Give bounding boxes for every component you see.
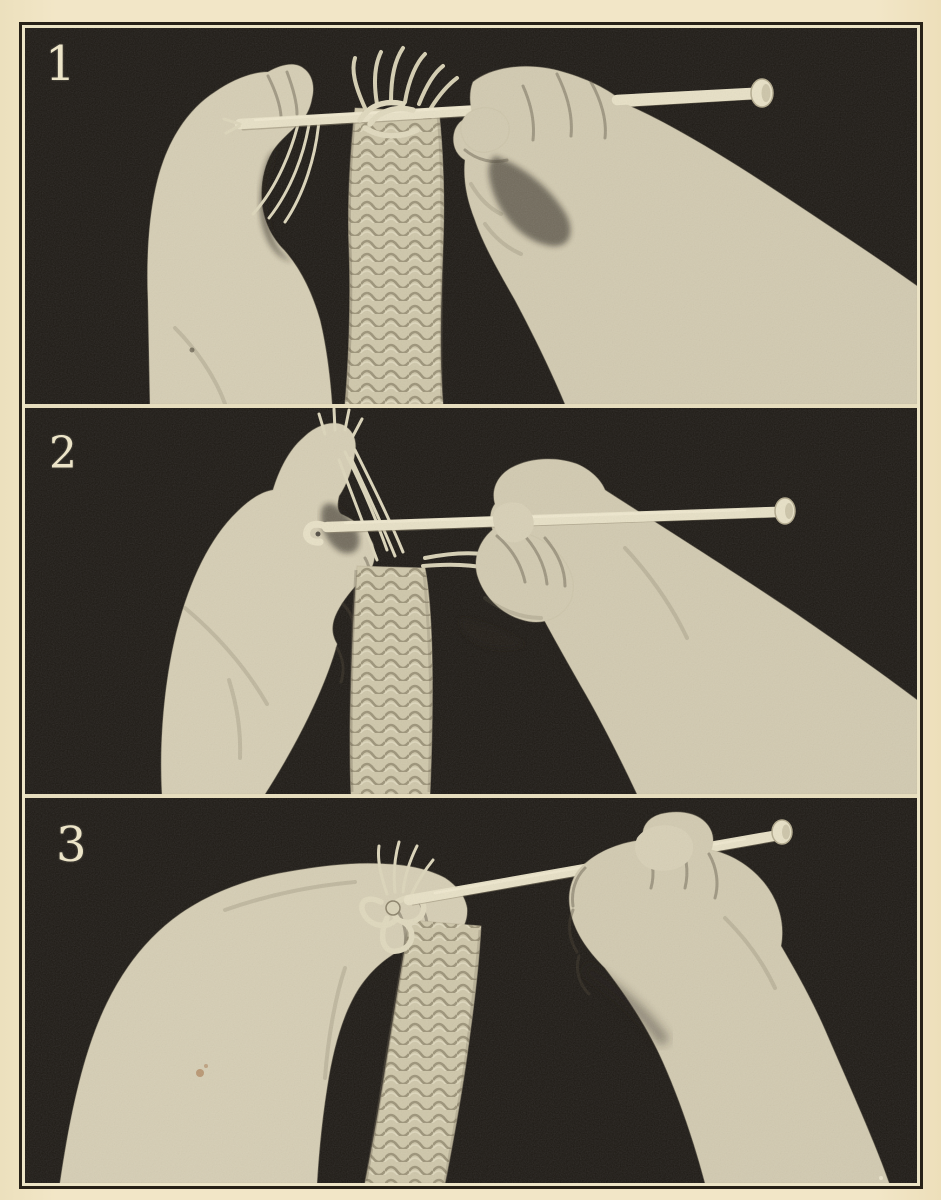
film-grain: [25, 798, 917, 1183]
plate-frame: [19, 22, 923, 1189]
panel-3-number: 3: [56, 817, 87, 873]
photo-panel-2: [25, 408, 917, 794]
photo-2-illustration: [25, 408, 917, 794]
panel-2-number: 2: [49, 428, 77, 479]
panel-1-number: 1: [45, 36, 76, 92]
photo-panel-3: [25, 798, 917, 1183]
photo-1-illustration: [25, 28, 917, 404]
photo-3-illustration: [25, 798, 917, 1183]
film-grain: [25, 28, 917, 404]
film-grain: [25, 408, 917, 794]
photo-panel-1: [25, 28, 917, 404]
